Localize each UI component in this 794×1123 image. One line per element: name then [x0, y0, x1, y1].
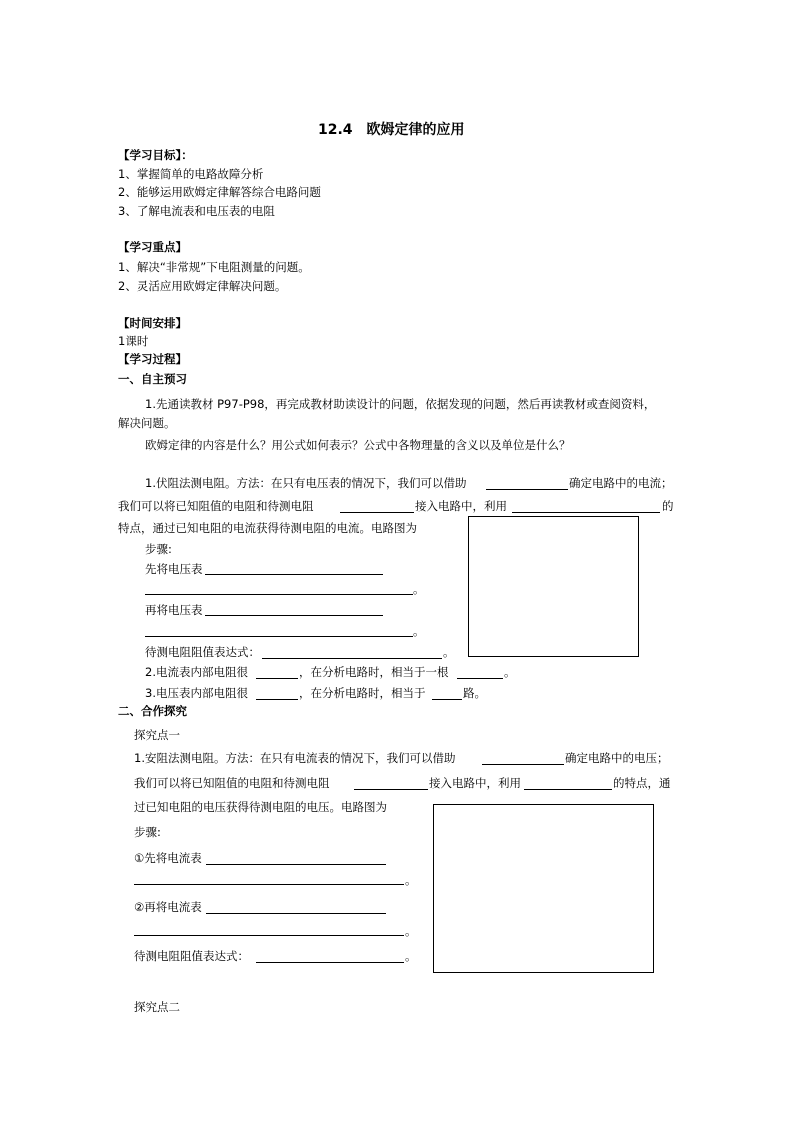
q3-text: ，在分析电路时，相当于 — [299, 686, 426, 700]
coop-step-1-text: ①先将电流表 — [134, 851, 202, 865]
answer-blank[interactable] — [205, 574, 383, 575]
goal-item: 2、能够运用欧姆定律解答综合电路问题 — [118, 185, 321, 199]
q3-text: 3.电压表内部电阻很 — [145, 686, 248, 700]
answer-blank[interactable] — [354, 789, 428, 790]
period: 。 — [443, 645, 455, 659]
answer-blank[interactable] — [145, 594, 413, 595]
answer-blank[interactable] — [205, 615, 383, 616]
self-study-heading: 一、自主预习 — [118, 372, 187, 386]
coop-q1-text: 过已知电阻的电压获得待测电阻的电压。电路图为 — [134, 800, 387, 814]
step-2-text: 再将电压表 — [145, 603, 203, 617]
q3-text: 路。 — [463, 686, 486, 700]
period: 。 — [504, 665, 516, 679]
formula-label: 待测电阻阻值表达式： — [145, 645, 260, 659]
key-points-heading: 【学习重点】 — [118, 240, 187, 254]
explore-point-1: 探究点一 — [134, 728, 180, 742]
coop-q1-text: 1.安阻法测电阻。方法：在只有电流表的情况下，我们可以借助 — [134, 751, 456, 765]
coop-step-2-text: ②再将电流表 — [134, 900, 202, 914]
period: 。 — [405, 873, 417, 887]
key-point-item: 2、灵活应用欧姆定律解决问题。 — [118, 279, 287, 293]
answer-blank[interactable] — [206, 864, 386, 865]
answer-blank[interactable] — [340, 512, 414, 513]
goals-heading: 【学习目标】： — [118, 148, 193, 162]
coop-q1-text: 确定电路中的电压； — [565, 751, 669, 765]
q1-text: 接入电路中，利用 — [415, 499, 507, 513]
page-title: 12.4 欧姆定律的应用 — [318, 122, 465, 138]
answer-blank[interactable] — [134, 935, 404, 936]
period: 。 — [405, 924, 417, 938]
goal-item: 3、了解电流表和电压表的电阻 — [118, 204, 275, 218]
key-point-item: 1、解决“非常规”下电阻测量的问题。 — [118, 260, 310, 274]
goal-item: 1、掌握简单的电路故障分析 — [118, 167, 264, 181]
period: 。 — [413, 624, 425, 638]
coop-heading: 二、合作探究 — [118, 704, 187, 718]
formula-label: 待测电阻阻值表达式： — [134, 949, 249, 963]
period: 。 — [413, 582, 425, 596]
answer-blank[interactable] — [256, 962, 404, 963]
answer-blank[interactable] — [457, 678, 503, 679]
circuit-diagram-box[interactable] — [468, 516, 639, 657]
q2-text: ，在分析电路时，相当于一根 — [299, 665, 449, 679]
answer-blank[interactable] — [512, 512, 660, 513]
ohm-law-question: 欧姆定律的内容是什么？用公式如何表示？公式中各物理量的含义以及单位是什么？ — [145, 438, 571, 452]
answer-blank[interactable] — [482, 764, 564, 765]
schedule-heading: 【时间安排】 — [118, 316, 187, 330]
period: 。 — [405, 949, 417, 963]
circuit-diagram-box[interactable] — [433, 804, 654, 973]
q1-text: 确定电路中的电流； — [569, 476, 673, 490]
answer-blank[interactable] — [145, 636, 413, 637]
steps-label: 步骤: — [134, 825, 161, 839]
step-1-text: 先将电压表 — [145, 562, 203, 576]
self-study-paragraph-cont: 解决问题。 — [118, 416, 176, 430]
q1-text: 的 — [662, 499, 674, 513]
coop-q1-text: 我们可以将已知阻值的电阻和待测电阻 — [134, 776, 330, 790]
q1-text: 我们可以将已知阻值的电阻和待测电阻 — [118, 499, 314, 513]
answer-blank[interactable] — [524, 789, 612, 790]
q1-text: 1.伏阻法测电阻。方法：在只有电压表的情况下，我们可以借助 — [145, 476, 467, 490]
coop-q1-text: 的特点，通 — [613, 776, 671, 790]
answer-blank[interactable] — [262, 658, 442, 659]
schedule-value: 1课时 — [118, 334, 149, 348]
coop-q1-text: 接入电路中，利用 — [429, 776, 521, 790]
q1-text: 特点，通过已知电阻的电流获得待测电阻的电流。电路图为 — [118, 521, 417, 535]
explore-point-2: 探究点二 — [134, 1000, 180, 1014]
q2-text: 2.电流表内部电阻很 — [145, 665, 248, 679]
self-study-paragraph: 1.先通读教材 P97-P98，再完成教材助读设计的问题，依据发现的问题，然后再读教材或查阅资料， — [145, 397, 656, 411]
steps-label: 步骤: — [145, 542, 172, 556]
answer-blank[interactable] — [256, 699, 298, 700]
answer-blank[interactable] — [206, 913, 386, 914]
process-heading: 【学习过程】 — [118, 352, 187, 366]
answer-blank[interactable] — [134, 884, 404, 885]
answer-blank[interactable] — [486, 489, 568, 490]
answer-blank[interactable] — [432, 699, 462, 700]
answer-blank[interactable] — [256, 678, 298, 679]
